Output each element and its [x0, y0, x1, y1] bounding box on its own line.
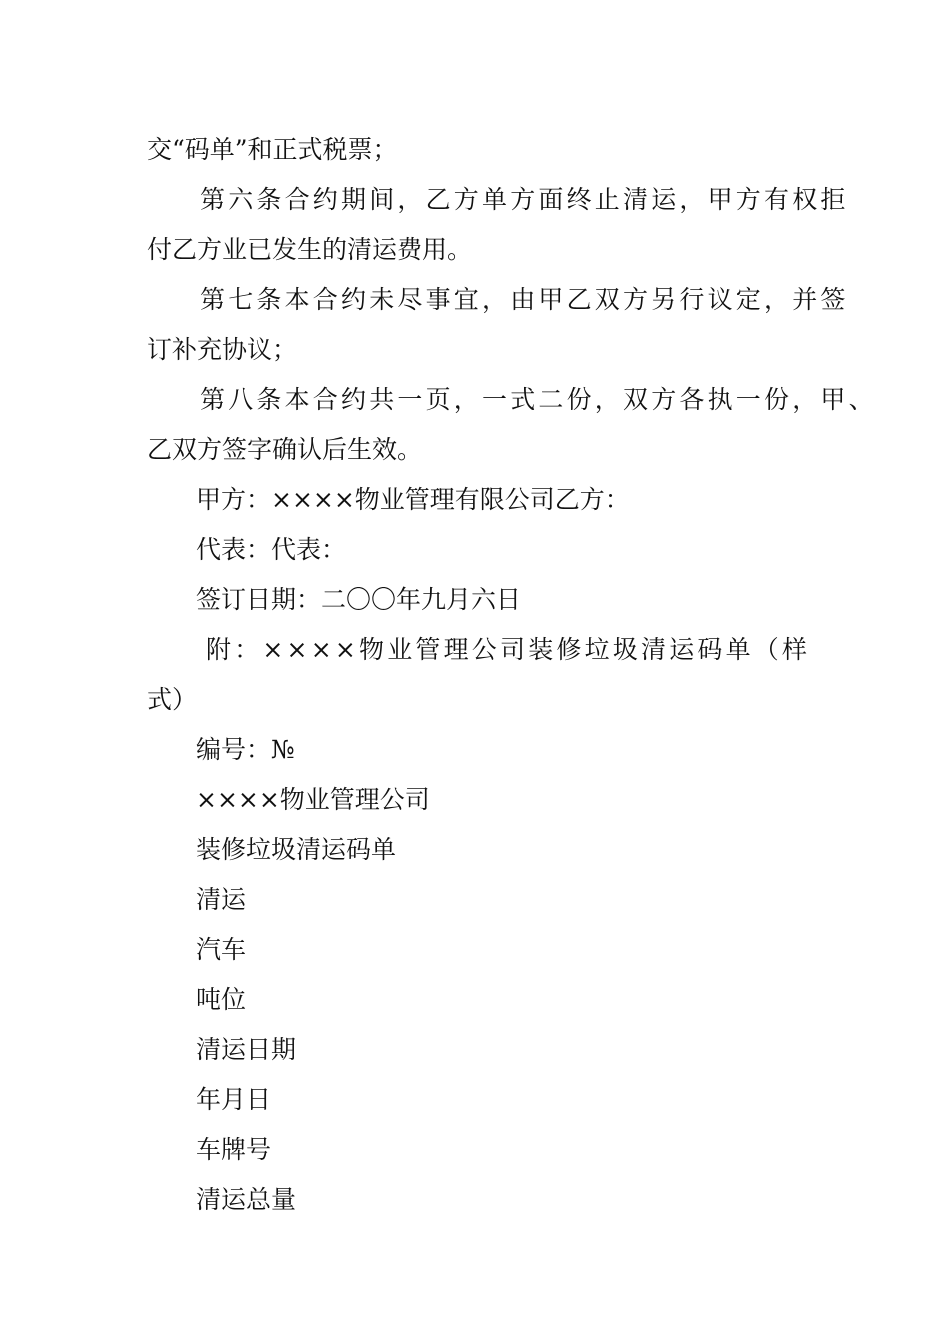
text-line-payment-docs: 交“码单”和正式税票；: [147, 135, 398, 164]
article-8-line-1: 第八条本合约共一页，一式二份，双方各执一份，甲、: [200, 385, 877, 414]
form-field-date-units: 年月日: [196, 1085, 272, 1114]
representative-line: 代表：代表：: [196, 535, 347, 564]
appendix-title-line-1: 附：××××物业管理公司装修垃圾清运码单（样: [206, 635, 811, 664]
form-title: 装修垃圾清运码单: [196, 835, 397, 864]
form-field-total-volume: 清运总量: [196, 1185, 297, 1214]
article-7-line-2: 订补充协议；: [147, 335, 298, 364]
party-line: 甲方：××××物业管理有限公司乙方：: [196, 485, 630, 514]
company-name: ××××物业管理公司: [196, 785, 430, 814]
form-field-tonnage: 吨位: [196, 985, 247, 1014]
article-6-line-1: 第六条合约期间，乙方单方面终止清运，甲方有权拒: [200, 185, 849, 214]
article-8-line-2: 乙双方签字确认后生效。: [147, 435, 423, 464]
signing-date-line: 签订日期：二〇〇年九月六日: [196, 585, 522, 614]
form-field-vehicle: 汽车: [196, 935, 247, 964]
article-7-line-1: 第七条本合约未尽事宜，由甲乙双方另行议定，并签: [200, 285, 849, 314]
appendix-title-line-2: 式）: [147, 685, 198, 714]
form-field-plate-number: 车牌号: [196, 1135, 272, 1164]
form-field-clearance: 清运: [196, 885, 247, 914]
article-6-line-2: 付乙方业已发生的清运费用。: [147, 235, 473, 264]
form-field-clearance-date: 清运日期: [196, 1035, 297, 1064]
serial-number-label: 编号：№: [196, 735, 295, 764]
